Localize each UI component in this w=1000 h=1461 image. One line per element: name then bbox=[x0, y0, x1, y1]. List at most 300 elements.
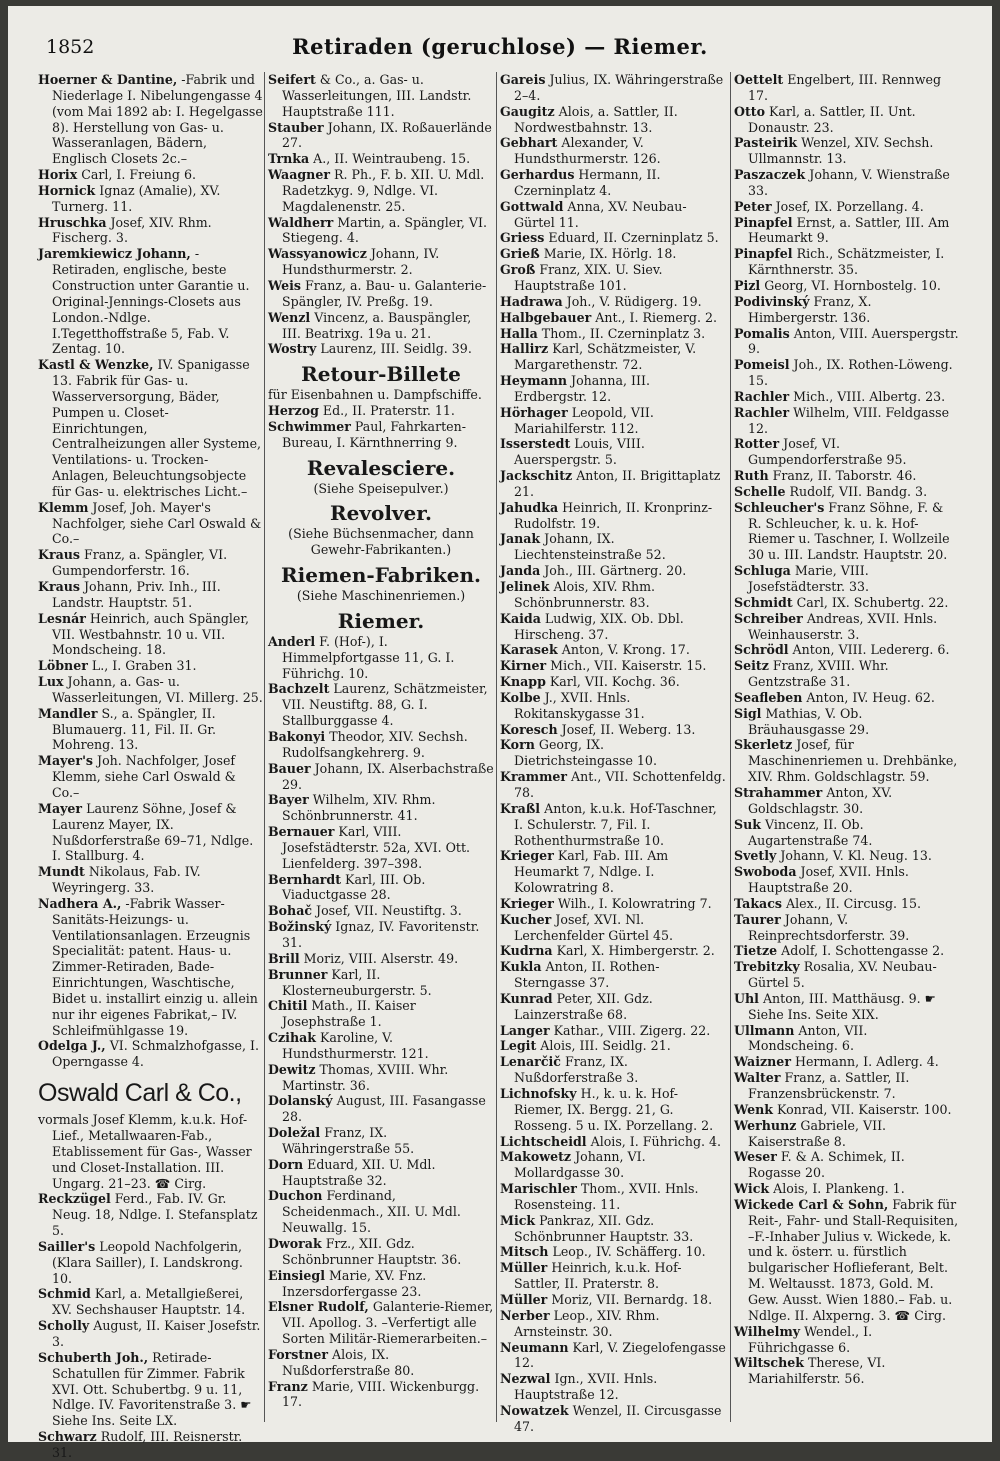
entry-name: Nowatzek bbox=[500, 1402, 569, 1418]
directory-entry bbox=[268, 120, 494, 152]
entry-details: Hermann, I. Adlerg. 4. bbox=[790, 1054, 939, 1070]
directory-entry bbox=[734, 912, 960, 944]
directory-entry bbox=[38, 658, 264, 674]
entry-name: Oswald Carl & Co., bbox=[38, 1079, 242, 1108]
entry-details: Wenzel, II. Circusgasse 47. bbox=[514, 1402, 722, 1434]
column-4 bbox=[734, 72, 960, 1387]
directory-entry bbox=[38, 183, 264, 215]
directory-entry bbox=[734, 817, 960, 849]
directory-entry bbox=[500, 1181, 726, 1213]
entry-details: Wilhelm, VIII. Feldgasse 12. bbox=[748, 404, 950, 436]
directory-entry bbox=[268, 215, 494, 247]
entry-name: Bohač bbox=[268, 903, 313, 919]
directory-entry bbox=[734, 1181, 960, 1197]
entry-details: R. Ph., F. b. XII. U. Mdl. Radetzkyg. 9, Ndlge. VI. Magdalenenstr. 25. bbox=[282, 167, 485, 214]
entry-name: Uhl bbox=[734, 990, 759, 1006]
entry-name: Schuberth Joh., bbox=[38, 1349, 149, 1365]
directory-entry bbox=[734, 326, 960, 358]
entry-name: Gerhardus bbox=[500, 167, 575, 183]
entry-name: Wenk bbox=[734, 1101, 774, 1117]
entry-details: Ernst, a. Sattler, III. Am Heumarkt 9. bbox=[748, 214, 950, 246]
entry-details: Rudolf, III. Reisnerstr. 31. bbox=[52, 1429, 243, 1460]
entry-name: Gottwald bbox=[500, 198, 564, 214]
directory-entry bbox=[734, 848, 960, 864]
entry-details: Josef, XIV. Rhm. Fischerg. 3. bbox=[52, 214, 212, 246]
directory-entry bbox=[734, 563, 960, 595]
entry-details: Gabriele, VII. Kaiserstraße 8. bbox=[748, 1117, 887, 1149]
entry-details: Marie, VIII. Josefstädterstr. 33. bbox=[748, 563, 870, 594]
directory-entry bbox=[734, 135, 960, 167]
entry-details: Georg, IX. Dietrichsteingasse 10. bbox=[514, 737, 657, 769]
entry-name: Nezwal bbox=[500, 1371, 551, 1387]
directory-entry bbox=[268, 167, 494, 215]
entry-details: Ferdinand, Scheidenmach., XII. U. Mdl. Neuwallg. 15. bbox=[282, 1188, 461, 1236]
directory-entry bbox=[734, 468, 960, 484]
entry-details: Wenzel, XIV. Sechsh. Ullmannstr. 13. bbox=[748, 135, 934, 167]
entry-details: Louis, VIII. Auerspergstr. 5. bbox=[514, 436, 645, 468]
entry-name: Knapp bbox=[500, 674, 546, 690]
directory-entry bbox=[38, 1239, 264, 1287]
directory-entry bbox=[500, 1371, 726, 1403]
entry-name: Krieger bbox=[500, 895, 554, 911]
entry-details: Moriz, VIII. Alserstr. 49. bbox=[299, 950, 459, 966]
entry-details: Josef, VI. Gumpendorferstraße 95. bbox=[748, 436, 907, 468]
entry-details: Wilh., I. Kolowratring 7. bbox=[553, 895, 712, 911]
entry-details: Johann, V. Reinprechtsdorferstr. 39. bbox=[748, 911, 910, 943]
directory-entry bbox=[734, 1324, 960, 1356]
entry-details: Marie, IX. Hörlg. 18. bbox=[539, 246, 677, 262]
entry-name: Dewitz bbox=[268, 1061, 316, 1077]
entry-details: Johann, IX. Liechtensteinstraße 52. bbox=[514, 531, 666, 563]
column-divider bbox=[496, 72, 497, 1422]
entry-details: Franz, II. Taborstr. 46. bbox=[768, 468, 917, 484]
entry-name: Podivinský bbox=[734, 293, 810, 309]
entry-name: Weser bbox=[734, 1149, 777, 1165]
entry-details: Eduard, XII. U. Mdl. Hauptstraße 32. bbox=[282, 1156, 436, 1188]
entry-details: Moriz, VII. Bernardg. 18. bbox=[547, 1291, 713, 1307]
entry-name: Czihak bbox=[268, 1030, 317, 1046]
entry-details: Josef, II. Weberg. 13. bbox=[557, 721, 696, 737]
entry-name: Müller bbox=[500, 1291, 548, 1307]
entry-name: Trebitzky bbox=[734, 959, 800, 975]
directory-entry bbox=[268, 1268, 494, 1300]
entry-details: Fabrik für Reit-, Fahr- und Stall-Requisiten, –F.-Inhaber Julius v. Wickede, k. und k. österr. u. fürstlich bulgarischer Hoflieferant, Belt. M. Weltausst. 1873, Gold. M. Gew. Ausst. Wien 1880.– Fab. u. Ndlge. II. Alxperng. 3. ☎ Cirg. bbox=[748, 1196, 959, 1323]
directory-entry bbox=[500, 199, 726, 231]
entry-name: Kastl & Wenzke, bbox=[38, 357, 154, 373]
section-heading: Revalesciere. bbox=[306, 455, 456, 480]
entry-details: Galanterie-Riemer, VII. Apollog. 3. –Verfertigt alle Sorten Militär-Riemerarbeiten.– bbox=[282, 1299, 494, 1347]
entry-name: Oettelt bbox=[734, 72, 784, 87]
directory-entry bbox=[500, 1134, 726, 1150]
entry-name: Neumann bbox=[500, 1339, 569, 1355]
entry-name: Waagner bbox=[268, 167, 330, 183]
entry-name: Gebhart bbox=[500, 135, 558, 151]
directory-entry bbox=[38, 1429, 264, 1461]
entry-details: Joh., IX. Rothen-Löweng. 15. bbox=[748, 357, 953, 389]
entry-name: Janak bbox=[500, 531, 541, 547]
directory-entry bbox=[38, 215, 264, 247]
entry-details: S., a. Spängler, II. Blumauerg. 11, Fil. II. Gr. Mohreng. 13. bbox=[52, 705, 216, 753]
directory-entry bbox=[734, 1355, 960, 1387]
entry-name: Mitsch bbox=[500, 1244, 549, 1260]
entry-details: Anton, VII. Mondscheing. 6. bbox=[748, 1022, 868, 1054]
entry-details: Joh., III. Gärtnerg. 20. bbox=[540, 563, 687, 579]
entry-details: Karl, VIII. Josefstädterstr. 52a, XVI. Ott. Lienfelderg. 397–398. bbox=[282, 824, 471, 871]
section-heading: Retour-Billete bbox=[301, 362, 461, 387]
directory-entry bbox=[734, 167, 960, 199]
entry-name: Pomalis bbox=[734, 325, 790, 341]
column-divider bbox=[730, 72, 731, 1422]
directory-entry bbox=[500, 943, 726, 959]
directory-entry bbox=[734, 104, 960, 136]
entry-name: Hadrawa bbox=[500, 293, 563, 309]
entry-name: Pomeisl bbox=[734, 357, 790, 373]
entry-details: Alois, a. Sattler, II. Nordwestbahnstr. 13. bbox=[514, 103, 678, 135]
directory-entry bbox=[734, 405, 960, 437]
entry-details: für Eisenbahnen u. Dampfschiffe. bbox=[268, 387, 482, 403]
entry-name: Swoboda bbox=[734, 864, 797, 880]
section-heading: Riemen-Fabriken. bbox=[281, 563, 481, 588]
entry-name: Schwimmer bbox=[268, 418, 351, 434]
directory-entry bbox=[734, 959, 960, 991]
entry-name: Forstner bbox=[268, 1346, 328, 1362]
entry-name: Janda bbox=[500, 563, 541, 579]
entry-name: Mick bbox=[500, 1212, 536, 1228]
entry-name: Sigl bbox=[734, 705, 762, 721]
entry-name: Wenzl bbox=[268, 309, 311, 325]
entry-details: Thomas, XVIII. Whr. Martinstr. 36. bbox=[282, 1061, 449, 1093]
entry-details: Franz Söhne, F. & R. Schleucher, k. u. k. Hof-Riemer u. Taschner, I. Wollzeile 30 u. III. Landstr. Hauptstr. 20. bbox=[748, 499, 950, 563]
directory-entry bbox=[268, 1062, 494, 1094]
entry-name: Rachler bbox=[734, 404, 790, 420]
entry-name: Seitz bbox=[734, 658, 769, 674]
entry-details: Johann, V. Wienstraße 33. bbox=[748, 167, 950, 198]
entry-name: Bayer bbox=[268, 792, 309, 808]
directory-entry bbox=[734, 199, 960, 215]
entry-details: -Retiraden, englische, beste Construction unter Garantie u. Original-Jennings-Closets aus London.-Ndlge. I.Tegetthoffstraße 5, Fab. V. Zentag. 10. bbox=[52, 246, 250, 357]
entry-name: Krammer bbox=[500, 769, 568, 785]
directory-entry bbox=[38, 864, 264, 896]
entry-details: Ed., II. Praterstr. 11. bbox=[318, 403, 455, 419]
directory-entry bbox=[500, 468, 726, 500]
directory-entry bbox=[734, 737, 960, 785]
entry-name: Elsner Rudolf, bbox=[268, 1299, 369, 1315]
entry-details: Laurenz, III. Seidlg. 39. bbox=[316, 341, 472, 357]
entry-details: Kathar., VIII. Zigerg. 22. bbox=[549, 1022, 711, 1038]
directory-entry bbox=[38, 1078, 264, 1108]
directory-entry bbox=[38, 706, 264, 754]
directory-entry bbox=[734, 215, 960, 247]
entry-name: Nadhera A., bbox=[38, 895, 122, 911]
directory-entry bbox=[500, 1292, 726, 1308]
entry-name: Božinský bbox=[268, 919, 332, 935]
directory-entry bbox=[38, 357, 264, 500]
page-header: Retiraden (geruchlose) — Riemer. bbox=[292, 34, 708, 59]
entry-name: Wostry bbox=[268, 341, 317, 357]
entry-name: Tietze bbox=[734, 943, 778, 959]
entry-details: Franz, XVIII. Whr. Gentzstraße 31. bbox=[748, 658, 889, 690]
directory-entry bbox=[500, 1054, 726, 1086]
entry-details: Thom., II. Czerninplatz 3. bbox=[537, 325, 706, 341]
entry-name: Pinapfel bbox=[734, 246, 793, 262]
entry-name: Kraus bbox=[38, 547, 80, 563]
entry-name: Schreiber bbox=[734, 610, 803, 626]
entry-details: Franz, a. Spängler, VI. Gumpendorferstr. 16. bbox=[52, 547, 228, 579]
directory-entry bbox=[268, 419, 494, 451]
entry-name: Wick bbox=[734, 1181, 770, 1197]
entry-details: Konrad, VII. Kaiserstr. 100. bbox=[773, 1101, 952, 1117]
entry-name: Mandler bbox=[38, 705, 98, 721]
entry-name: Müller bbox=[500, 1260, 548, 1276]
directory-entry bbox=[734, 642, 960, 658]
entry-details: Johann, VI. Mollardgasse 30. bbox=[514, 1149, 646, 1181]
directory-entry bbox=[38, 1038, 264, 1070]
directory-entry bbox=[500, 230, 726, 246]
directory-entry bbox=[500, 310, 726, 326]
entry-details: Karl, Fab. III. Am Heumarkt 7, Ndlge. I. Kolowratring 8. bbox=[514, 848, 669, 896]
entry-name: Bachzelt bbox=[268, 681, 330, 697]
entry-details: Paul, Fahrkarten-Bureau, I. Kärnthnerring 9. bbox=[282, 418, 466, 450]
directory-entry bbox=[500, 991, 726, 1023]
directory-entry bbox=[38, 1191, 264, 1239]
directory-entry bbox=[500, 848, 726, 896]
entry-name: Kraus bbox=[38, 579, 80, 594]
entry-name: Schmidt bbox=[734, 594, 793, 610]
directory-entry bbox=[38, 1350, 264, 1429]
entry-details: Adolf, I. Schottengasse 2. bbox=[777, 943, 945, 959]
entry-name: Wiltschek bbox=[734, 1355, 804, 1371]
directory-entry bbox=[500, 1403, 726, 1435]
entry-name: Lichnofsky bbox=[500, 1086, 577, 1101]
entry-name: Mayer's bbox=[38, 753, 94, 769]
entry-details: Mathias, V. Ob. Bräuhausgasse 29. bbox=[748, 705, 870, 737]
entry-name: Takacs bbox=[734, 895, 782, 911]
entry-details: Anton, IV. Heug. 62. bbox=[802, 689, 935, 705]
directory-entry bbox=[268, 1157, 494, 1189]
entry-name: Bauer bbox=[268, 760, 311, 776]
entry-details: Rudolf, VII. Bandg. 3. bbox=[785, 483, 928, 499]
directory-entry bbox=[500, 1086, 726, 1134]
entry-details: Anton, III. Matthäusg. 9. ☛ Siehe Ins. Seite XIX. bbox=[748, 990, 936, 1022]
entry-name: Anderl bbox=[268, 633, 316, 649]
directory-entry bbox=[500, 531, 726, 563]
entry-name: Kudrna bbox=[500, 943, 553, 959]
directory-entry bbox=[500, 436, 726, 468]
directory-entry bbox=[734, 72, 960, 104]
column-1 bbox=[38, 72, 264, 1461]
entry-details: Alois, IX. Nußdorferstraße 80. bbox=[282, 1346, 415, 1378]
entry-name: Walter bbox=[734, 1070, 781, 1086]
entry-details: Hermann, II. Czerninplatz 4. bbox=[514, 167, 661, 198]
directory-entry bbox=[734, 690, 960, 706]
directory-entry bbox=[268, 1125, 494, 1157]
directory-entry bbox=[500, 341, 726, 373]
entry-name: Schluga bbox=[734, 563, 791, 579]
entry-details: Josef, für Maschinenriemen u. Drehbänke, XIV. Rhm. Goldschlagstr. 59. bbox=[748, 737, 958, 785]
entry-name: Hornick bbox=[38, 182, 96, 198]
entry-name: Schelle bbox=[734, 483, 786, 499]
directory-entry bbox=[734, 595, 960, 611]
directory-entry bbox=[38, 167, 264, 183]
entry-details: Laurenz Söhne, Josef & Laurenz Mayer, IX. Nußdorferstraße 69–71, Ndlge. I. Stallburg. 4. bbox=[52, 800, 254, 864]
directory-entry bbox=[38, 246, 264, 357]
entry-details: Ludwig, XIX. Ob. Dbl. Hirscheng. 37. bbox=[514, 610, 684, 642]
entry-name: Scholly bbox=[38, 1318, 90, 1334]
entry-details: Wendel., I. Führichgasse 6. bbox=[748, 1323, 873, 1355]
entry-name: Wickede Carl & Sohn, bbox=[734, 1196, 889, 1212]
entry-details: Nikolaus, Fab. IV. Weyringerg. 33. bbox=[52, 864, 201, 896]
entry-details: -Fabrik Wasser-Sanitäts-Heizungs- u. Ventilationsanlagen. Erzeugnis Specialität: patent. Haus- u. Zimmer-Retiraden, Bade-Einrichtungen, Waschtische, Bidet u. installirt einzig u. allein nur ihr eigenes Fabrikat,– IV. Schleifmühlgasse 19. bbox=[52, 895, 258, 1038]
entry-details: Johann, IX. Alserbachstraße 29. bbox=[282, 760, 494, 792]
entry-name: Kraßl bbox=[500, 800, 541, 816]
directory-entry bbox=[268, 729, 494, 761]
entry-details: Josef, VII. Neustiftg. 3. bbox=[312, 903, 462, 919]
directory-entry bbox=[500, 326, 726, 342]
entry-name: Mundt bbox=[38, 864, 85, 880]
directory-entry bbox=[500, 1244, 726, 1260]
entry-details: IV. Spanigasse 13. Fabrik für Gas- u. Wasserversorgung, Bäder, Pumpen u. Closet-Einrichtungen, Centralheizungen aller Systeme, Ventilations- u. Trocken-Anlagen, Beleuchtungsobjecte für Gas- u. elektrisches Licht.– bbox=[52, 357, 262, 499]
entry-name: Lux bbox=[38, 674, 64, 690]
entry-name: Ruth bbox=[734, 468, 769, 484]
directory-entry bbox=[38, 72, 264, 167]
entry-details: Carl, I. Freiung 6. bbox=[77, 167, 196, 183]
directory-entry bbox=[734, 1149, 960, 1181]
entry-details: Karl, II. Klosterneuburgerstr. 5. bbox=[282, 966, 432, 998]
directory-entry bbox=[268, 792, 494, 824]
entry-details: Josef, XVII. Hnls. Hauptstraße 20. bbox=[748, 864, 909, 896]
entry-details: August, II. Kaiser Josefstr. 3. bbox=[52, 1318, 261, 1349]
entry-details: Marie, XV. Fnz. Inzersdorfergasse 23. bbox=[282, 1267, 427, 1299]
directory-entry bbox=[268, 872, 494, 904]
entry-details: Wilhelm, XIV. Rhm. Schönbrunnerstr. 41. bbox=[282, 792, 436, 824]
entry-name: Otto bbox=[734, 103, 766, 119]
column-2 bbox=[268, 72, 494, 1410]
entry-details: Josef, Joh. Mayer's Nachfolger, siehe Carl Oswald & Co.– bbox=[52, 499, 262, 547]
entry-details: Laurenz, Schätzmeister, VII. Neustiftg. 88, G. I. Stallburggasse 4. bbox=[282, 681, 488, 729]
entry-name: Krieger bbox=[500, 848, 554, 864]
entry-name: Groß bbox=[500, 262, 536, 278]
directory-entry bbox=[38, 674, 264, 706]
entry-name: Horix bbox=[38, 167, 78, 183]
directory-entry bbox=[38, 547, 264, 579]
entry-name: Duchon bbox=[268, 1188, 323, 1204]
directory-entry bbox=[38, 896, 264, 1039]
entry-details: Joh. Nachfolger, Josef Klemm, siehe Carl Oswald & Co.– bbox=[52, 753, 236, 800]
entry-name: Löbner bbox=[38, 658, 88, 674]
directory-entry bbox=[500, 262, 726, 294]
entry-name: Marischler bbox=[500, 1181, 577, 1197]
directory-entry bbox=[268, 72, 494, 120]
directory-entry bbox=[268, 1093, 494, 1125]
entry-details: Rosalia, XV. Neubau-Gürtel 5. bbox=[748, 959, 937, 991]
directory-entry bbox=[500, 801, 726, 849]
entry-name: Kukla bbox=[500, 959, 542, 975]
directory-entry bbox=[268, 341, 494, 357]
directory-entry bbox=[734, 1102, 960, 1118]
entry-name: Svetly bbox=[734, 848, 777, 864]
entry-details: VI. Schmalzhofgasse, I. Operngasse 4. bbox=[52, 1038, 259, 1070]
entry-details: Ignaz (Amalie), XV. Turnerg. 11. bbox=[52, 182, 221, 214]
directory-entry bbox=[500, 246, 726, 262]
entry-name: Griess bbox=[500, 230, 545, 246]
entry-details: Alois, I. Führichg. 4. bbox=[586, 1133, 722, 1149]
directory-entry bbox=[268, 681, 494, 729]
entry-details: Retirade-Schatullen für Zimmer. Fabrik XVI. Ott. Schubertbg. 9 u. 11, Ndlge. IV. Favoritenstraße 3. ☛ Siehe Ins. Seite LX. bbox=[52, 1349, 252, 1429]
entry-details: Anton, II. Brigittaplatz 21. bbox=[514, 468, 721, 499]
entry-name: Strahammer bbox=[734, 784, 823, 800]
entry-details: Johann, IV. Hundsthurmerstr. 2. bbox=[282, 246, 440, 278]
entry-name: Chitil bbox=[268, 998, 308, 1014]
entry-details: Ant., I. Riemerg. 2. bbox=[591, 309, 717, 325]
entry-name: Karasek bbox=[500, 642, 558, 658]
directory-entry bbox=[268, 1347, 494, 1379]
entry-name: Sailler's bbox=[38, 1238, 96, 1254]
entry-details: Pankraz, XII. Gdz. Schönbrunner Hauptstr. 33. bbox=[514, 1212, 694, 1244]
entry-name: Jahudka bbox=[500, 499, 559, 515]
entry-name: Halbgebauer bbox=[500, 309, 592, 325]
directory-entry bbox=[500, 642, 726, 658]
entry-details: Mich., VIII. Albertg. 23. bbox=[789, 388, 946, 404]
entry-details: H., k. u. k. Hof-Riemer, IX. Bergg. 21, G. Rosseng. 5 u. IX. Porzellang. 2. bbox=[514, 1086, 714, 1133]
entry-details: Julius, IX. Währingerstraße 2–4. bbox=[514, 72, 724, 103]
entry-name: Hallirz bbox=[500, 341, 549, 357]
entry-details: Frz., XII. Gdz. Schönbrunner Hauptstr. 36. bbox=[282, 1236, 462, 1267]
entry-details: Ant., VII. Schottenfeldg. 78. bbox=[514, 769, 726, 800]
directory-entry bbox=[500, 1023, 726, 1039]
directory-entry bbox=[268, 1030, 494, 1062]
entry-details: & Co., a. Gas- u. Wasserleitungen, III. Landstr. Hauptstraße 111. bbox=[282, 72, 472, 119]
entry-details: Leopold Nachfolgerin, (Klara Sailler), I. Landskrong. 10. bbox=[52, 1238, 243, 1286]
directory-entry bbox=[500, 1340, 726, 1372]
entry-details: Anton, V. Krong. 17. bbox=[557, 642, 690, 658]
entry-details: Karl, X. Himbergerstr. 2. bbox=[552, 943, 715, 959]
directory-entry bbox=[268, 998, 494, 1030]
entry-name: Bernauer bbox=[268, 824, 335, 840]
directory-entry bbox=[500, 690, 726, 722]
directory-entry bbox=[500, 611, 726, 643]
entry-name: Rachler bbox=[734, 388, 790, 404]
entry-details: Heinrich, k.u.k. Hof-Sattler, II. Praterstr. 8. bbox=[514, 1260, 682, 1292]
directory-entry bbox=[268, 903, 494, 919]
directory-entry bbox=[500, 167, 726, 199]
entry-details: Anna, XV. Neubau-Gürtel 11. bbox=[514, 198, 687, 230]
directory-entry bbox=[500, 674, 726, 690]
entry-name: Skerletz bbox=[734, 737, 793, 753]
directory-entry bbox=[268, 761, 494, 793]
directory-entry bbox=[268, 246, 494, 278]
directory-entry bbox=[500, 579, 726, 611]
directory-entry bbox=[734, 943, 960, 959]
directory-entry bbox=[734, 991, 960, 1023]
entry-details: Anton, k.u.k. Hof-Taschner, I. Schulerstr. 7, Fil. I. Rothenthurmstraße 10. bbox=[514, 800, 717, 848]
entry-details: Engelbert, III. Rennweg 17. bbox=[748, 72, 942, 103]
entry-name: Weis bbox=[268, 277, 302, 293]
entry-name: Nerber bbox=[500, 1307, 550, 1323]
entry-details: Alois, I. Plankeng. 1. bbox=[769, 1181, 905, 1197]
entry-details: Karl, Schätzmeister, V. Margarethenstr. 72. bbox=[514, 341, 697, 373]
entry-name: Dolanský bbox=[268, 1093, 333, 1109]
directory-entry bbox=[268, 1236, 494, 1268]
entry-name: Schrödl bbox=[734, 642, 789, 658]
entry-name: Koresch bbox=[500, 721, 558, 737]
directory-entry bbox=[734, 785, 960, 817]
entry-name: Heymann bbox=[500, 373, 568, 389]
entry-name: Jackschitz bbox=[500, 468, 573, 484]
entry-details: Johann, IX. Roßauerlände 27. bbox=[282, 119, 492, 151]
entry-name: Franz bbox=[268, 1378, 308, 1394]
entry-details: Joh., V. Rüdigerg. 19. bbox=[562, 293, 702, 309]
entry-details: Alois, III. Seidlg. 21. bbox=[536, 1038, 671, 1054]
